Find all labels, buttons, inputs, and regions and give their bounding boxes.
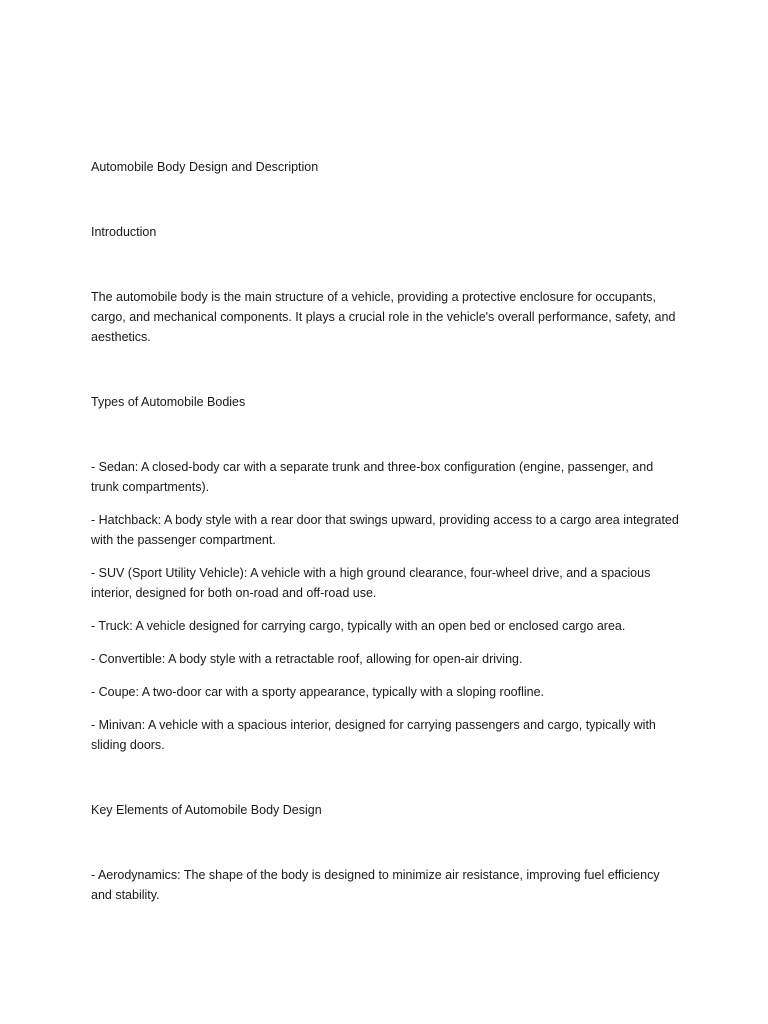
list-item-truck: - Truck: A vehicle designed for carrying cargo, typically with an open bed or enclosed cargo area.: [91, 619, 626, 633]
key-elements-heading: Key Elements of Automobile Body Design: [91, 803, 322, 817]
list-item-convertible: - Convertible: A body style with a retractable roof, allowing for open-air driving.: [91, 652, 523, 666]
document-body: [91, 157, 681, 905]
list-item-hatchback: - Hatchback: A body style with a rear door that swings upward, providing access to a cargo area integrated with the passenger compartment.: [91, 513, 679, 547]
list-item-sedan: - Sedan: A closed-body car with a separate trunk and three-box configuration (engine, passenger, and trunk compartments).: [91, 460, 654, 494]
introduction-heading: Introduction: [91, 225, 157, 239]
document-title: Automobile Body Design and Description: [91, 160, 319, 174]
introduction-paragraph: The automobile body is the main structure of a vehicle, providing a protective enclosure for occupants, cargo, and mechanical components. It plays a crucial role in the vehicle's overall performance, safety, and aesthetics.: [91, 290, 676, 344]
list-item-suv: - SUV (Sport Utility Vehicle): A vehicle with a high ground clearance, four-wheel drive, and a spacious interior, designed for both on-road and off-road use.: [91, 566, 651, 600]
list-item-minivan: - Minivan: A vehicle with a spacious interior, designed for carrying passengers and cargo, typically with sliding doors.: [91, 718, 656, 752]
list-item-coupe: - Coupe: A two-door car with a sporty appearance, typically with a sloping roofline.: [91, 685, 545, 699]
key-elements-list: [91, 865, 681, 905]
list-item-aerodynamics: - Aerodynamics: The shape of the body is designed to minimize air resistance, improving fuel efficiency and stability.: [91, 868, 660, 902]
body-types-list: [91, 457, 681, 755]
body-types-heading: Types of Automobile Bodies: [91, 395, 246, 409]
